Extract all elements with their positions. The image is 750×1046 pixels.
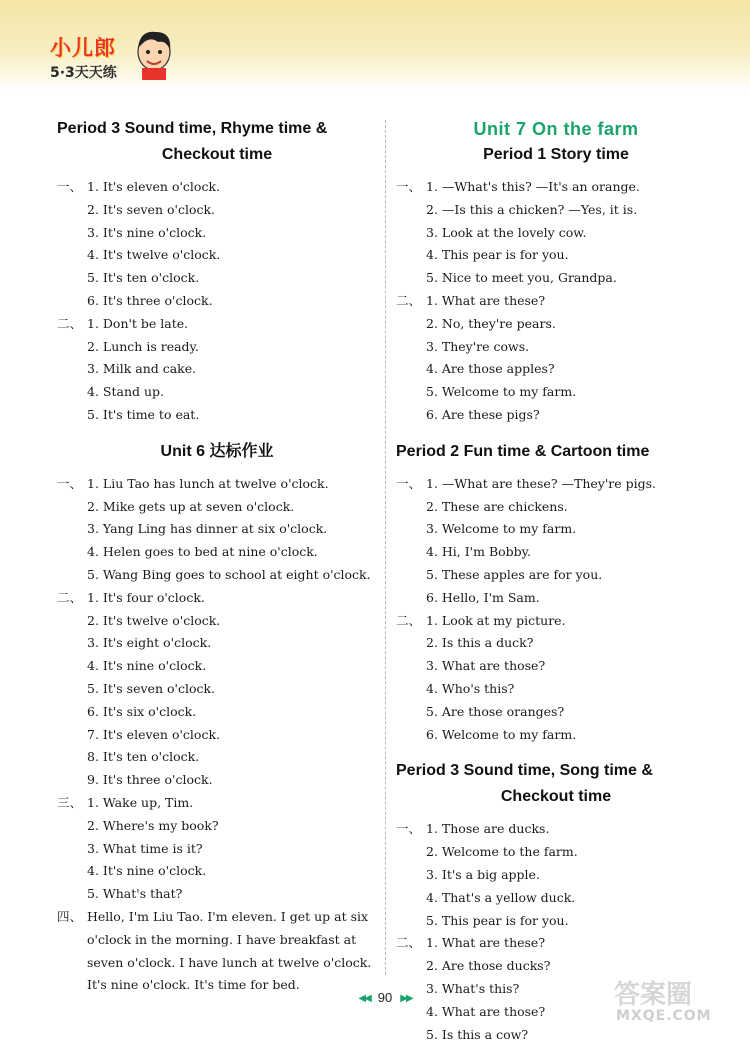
answer-line: 5. Welcome to my farm. [396,381,716,404]
answer-line: 6. It's three o'clock. [57,290,377,313]
period1-title: Period 1 Story time [396,142,716,168]
u6-section-4-paragraph [57,906,377,997]
answer-line: 4. Are those apples? [396,358,716,381]
answer-line: 3. It's eight o'clock. [57,632,377,655]
period3-title: Period 3 Sound time, Rhyme time & [57,116,377,142]
answer-line: 8. It's ten o'clock. [57,746,377,769]
page-footer [340,990,430,1010]
u6-section-1 [57,473,377,587]
answer-line: 5. This pear is for you. [396,910,716,933]
answer-line: 3. Welcome to my farm. [396,518,716,541]
answer-line: 5. It's seven o'clock. [57,678,377,701]
answer-line: 5. Is this a cow? [396,1024,716,1046]
answer-line: 6. Welcome to my farm. [396,724,716,747]
answer-line: 4. Stand up. [57,381,377,404]
unit6-title: Unit 6 达标作业 [57,439,377,465]
brand-logo [48,32,178,90]
next-arrows-icon: ▶▶ [400,993,411,1004]
u6-section-3 [57,792,377,906]
watermark [610,972,740,1030]
mascot-icon [132,28,176,80]
section-marker: 一、 [57,176,87,199]
answer-line: 9. It's three o'clock. [57,769,377,792]
section-marker: 二、 [57,313,87,336]
answer-line: 一、 1. It's eleven o'clock. [57,176,377,199]
p3-section-1 [396,818,716,932]
answer-line: 2. It's seven o'clock. [57,199,377,222]
answer-line: 2. No, they're pears. [396,313,716,336]
paragraph-text: Hello, I'm Liu Tao. I'm eleven. I get up at six o'clock in the morning. I have breakfast at seven o'clock. I have lunch at twelve o'clock. It's nine o'clock. It's time for bed. [87,909,371,992]
answer-line: 2. —Is this a chicken? —Yes, it is. [396,199,716,222]
answer-line: 2. Welcome to the farm. [396,841,716,864]
p1-section-2 [396,290,716,427]
brand-name: 小儿郎 [50,32,116,62]
answer-line: 7. It's eleven o'clock. [57,724,377,747]
answer-line: 2. Lunch is ready. [57,336,377,359]
p2-section-1 [396,473,716,610]
prev-arrows-icon: ◀◀ [358,993,369,1004]
section-marker: 二、 [396,290,426,313]
answer-line: 4. It's twelve o'clock. [57,244,377,267]
answer-line: 4. It's nine o'clock. [57,655,377,678]
answer-line: 6. Hello, I'm Sam. [396,587,716,610]
answer-line: 一、 1. Those are ducks. [396,818,716,841]
answer-line: 3. Yang Ling has dinner at six o'clock. [57,518,377,541]
answer-line: 二、 1. It's four o'clock. [57,587,377,610]
answer-line: 2. Is this a duck? [396,632,716,655]
answer-line: 3. What are those? [396,655,716,678]
answer-line: 2. Are those ducks? [396,955,716,978]
answer-line: 三、 1. Wake up, Tim. [57,792,377,815]
answer-line: 4. This pear is for you. [396,244,716,267]
section-marker: 一、 [396,473,426,496]
answer-line: 4. What are those? [396,1001,716,1024]
period2-title: Period 2 Fun time & Cartoon time [396,439,716,465]
answer-line: 二、 1. Don't be late. [57,313,377,336]
answer-line: 二、 1. What are these? [396,932,716,955]
answer-line: 5. It's ten o'clock. [57,267,377,290]
answer-line: 5. Nice to meet you, Grandpa. [396,267,716,290]
answer-line: 2. Mike gets up at seven o'clock. [57,496,377,519]
answer-line: 6. Are these pigs? [396,404,716,427]
answer-line: 二、 1. Look at my picture. [396,610,716,633]
section-marker: 三、 [57,792,87,815]
period3-title-line2: Checkout time [57,142,377,168]
page-number: 90 [378,990,392,1005]
series-name: 5·3天天练 [50,62,117,82]
watermark-logo: 答案圈 [614,974,692,1011]
answer-line: 5. What's that? [57,883,377,906]
answer-line: 3. Milk and cake. [57,358,377,381]
answer-line: 4. Who's this? [396,678,716,701]
answer-line: 3. It's nine o'clock. [57,222,377,245]
section-marker: 二、 [57,587,87,610]
p3-section-2 [57,313,377,427]
answer-line: 3. They're cows. [396,336,716,359]
answer-line: 二、 1. What are these? [396,290,716,313]
column-divider [385,120,386,975]
p1-section-1 [396,176,716,290]
answer-line: 3. Look at the lovely cow. [396,222,716,245]
right-column [396,116,716,1046]
answer-line: 2. Where's my book? [57,815,377,838]
answer-line: 4. Helen goes to bed at nine o'clock. [57,541,377,564]
section-marker: 一、 [57,473,87,496]
answer-line: 一、 1. Liu Tao has lunch at twelve o'clock. [57,473,377,496]
answer-line: 3. What's this? [396,978,716,1001]
answer-line: 5. Are those oranges? [396,701,716,724]
answer-line: 2. These are chickens. [396,496,716,519]
period3-title: Period 3 Sound time, Song time & [396,758,716,784]
answer-line: 4. That's a yellow duck. [396,887,716,910]
answer-line: 4. Hi, I'm Bobby. [396,541,716,564]
section-marker: 一、 [396,176,426,199]
p2-section-2 [396,610,716,747]
answer-line: 一、 1. —What's this? —It's an orange. [396,176,716,199]
section-marker: 二、 [396,932,426,955]
section-marker: 四、 [57,906,82,929]
answer-line: 4. It's nine o'clock. [57,860,377,883]
answer-line: 3. What time is it? [57,838,377,861]
section-marker: 一、 [396,818,426,841]
watermark-url: MXQE.COM [616,1008,712,1024]
answer-line: 5. Wang Bing goes to school at eight o'clock. [57,564,377,587]
left-column [57,116,377,997]
section-marker: 二、 [396,610,426,633]
u6-section-2 [57,587,377,792]
p3-section-1 [57,176,377,313]
answer-line: 5. These apples are for you. [396,564,716,587]
answer-line: 2. It's twelve o'clock. [57,610,377,633]
answer-line: 3. It's a big apple. [396,864,716,887]
unit7-title: Unit 7 On the farm [396,116,716,142]
answer-line: 一、 1. —What are these? —They're pigs. [396,473,716,496]
period3-title-line2: Checkout time [396,784,716,810]
answer-line: 5. It's time to eat. [57,404,377,427]
answer-line: 6. It's six o'clock. [57,701,377,724]
